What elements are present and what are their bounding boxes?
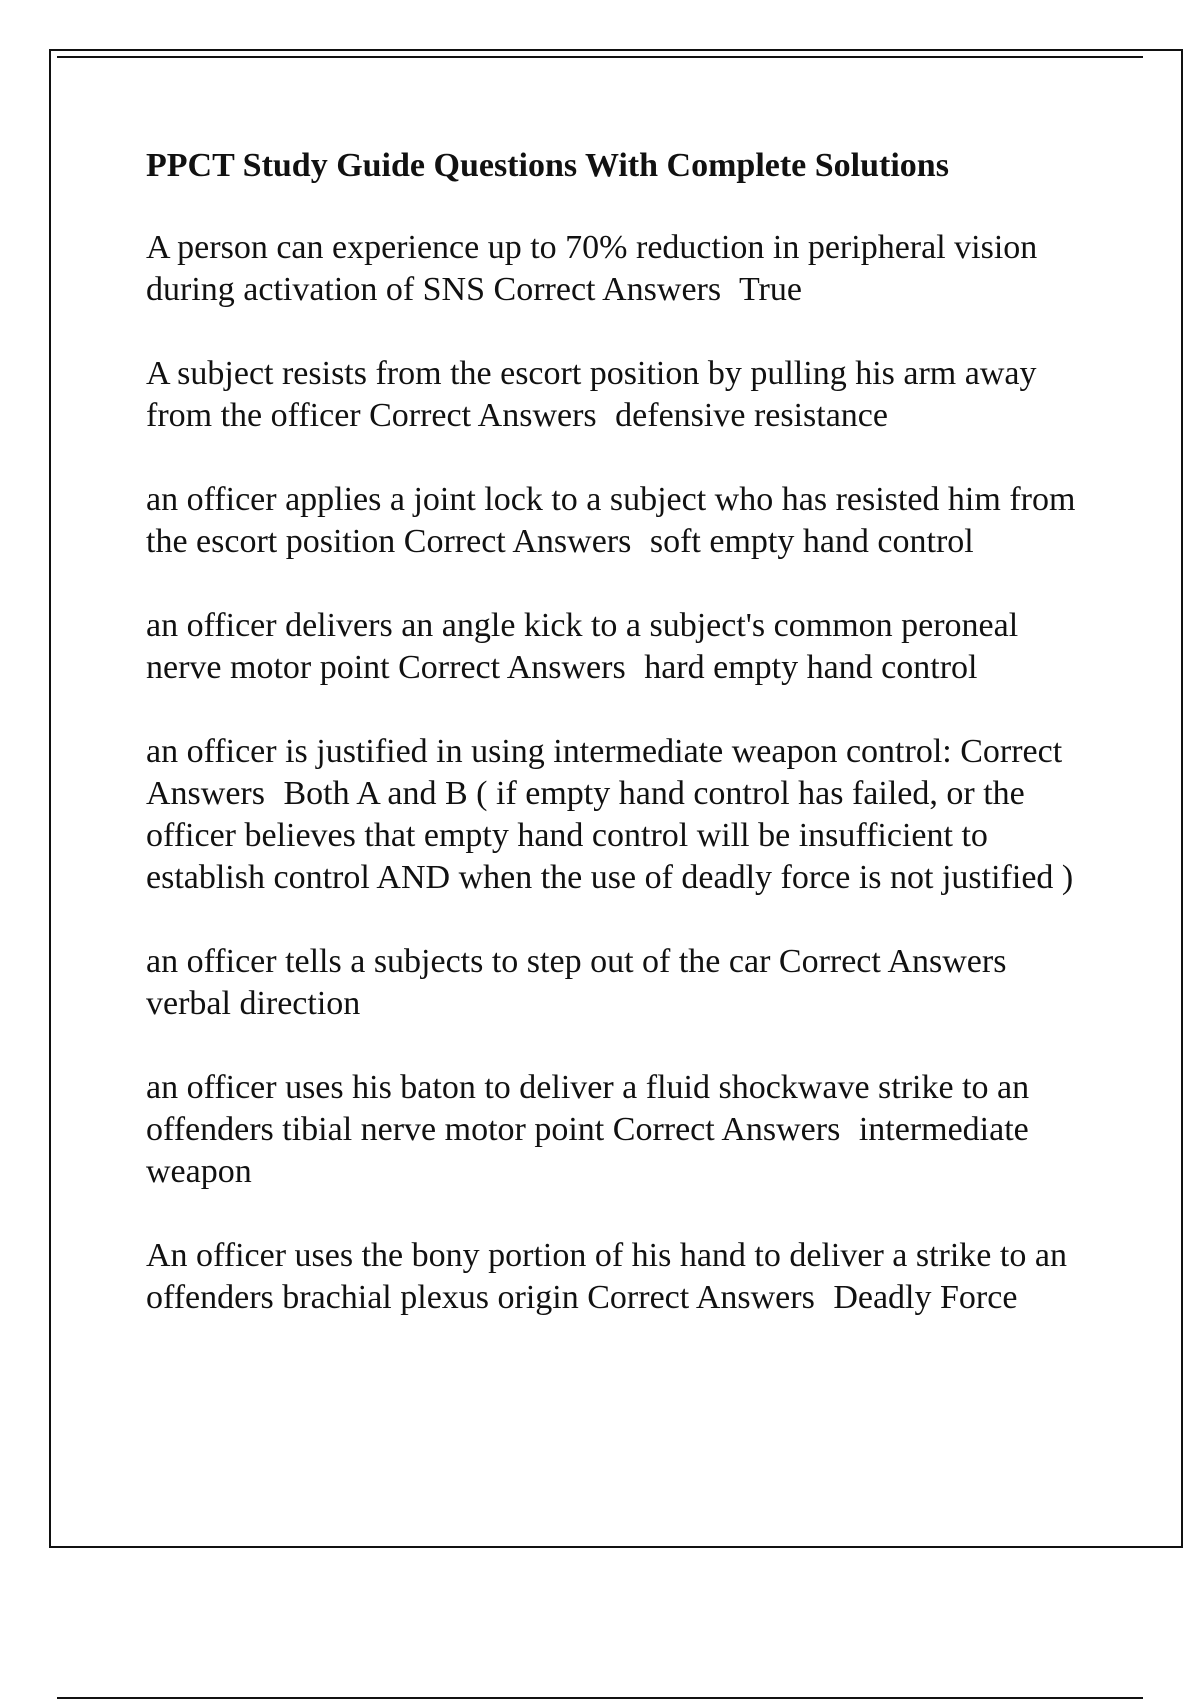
answer-text: Both A and B ( if empty hand control has failed, or the officer believes that empty hand control will be insufficient to establish control AND when the use of deadly force is not justified ) bbox=[146, 775, 1074, 896]
document-title: PPCT Study Guide Questions With Complete Solutions bbox=[146, 147, 949, 184]
qa-item bbox=[146, 605, 1096, 689]
bottom-horizontal-rule bbox=[57, 1697, 1143, 1699]
answer-text: True bbox=[738, 271, 802, 308]
answer-label: Correct Answers bbox=[493, 271, 722, 308]
qa-item bbox=[146, 227, 1096, 311]
qa-item bbox=[146, 731, 1096, 899]
answer-text: hard empty hand control bbox=[644, 649, 978, 686]
answer-label: Correct Answers bbox=[398, 649, 626, 686]
question-text: an officer delivers an angle kick to a subject's common peroneal nerve motor point bbox=[146, 607, 1019, 686]
answer-label: Correct Answers bbox=[369, 397, 597, 434]
question-text: an officer tells a subjects to step out of the car bbox=[146, 943, 771, 980]
top-horizontal-rule bbox=[57, 56, 1143, 58]
question-text: an officer is justified in using intermediate weapon control: bbox=[146, 733, 952, 770]
qa-item bbox=[146, 353, 1096, 437]
document-body bbox=[146, 145, 1096, 1361]
answer-text: soft empty hand control bbox=[649, 523, 974, 560]
answer-text: defensive resistance bbox=[615, 397, 888, 434]
qa-item bbox=[146, 479, 1096, 563]
question-text: A person can experience up to 70% reduction in peripheral vision during activation of SNS bbox=[146, 229, 1038, 308]
answer-label: Correct Answers bbox=[403, 523, 632, 560]
qa-item bbox=[146, 1235, 1096, 1319]
answer-text: intermediate weapon bbox=[146, 1111, 1029, 1190]
answer-text: Deadly Force bbox=[833, 1279, 1018, 1316]
question-text: an officer applies a joint lock to a subject who has resisted him from the escort position bbox=[146, 481, 1076, 560]
question-text: A subject resists from the escort position by pulling his arm away from the officer bbox=[146, 355, 1037, 434]
answer-label: Correct Answers bbox=[587, 1279, 815, 1316]
answer-label: Correct Answers bbox=[146, 733, 1063, 812]
question-text: An officer uses the bony portion of his hand to deliver a strike to an offenders brachial plexus origin bbox=[146, 1237, 1067, 1316]
qa-item bbox=[146, 941, 1096, 1025]
question-text: an officer uses his baton to deliver a fluid shockwave strike to an offenders tibial nerve motor point bbox=[146, 1069, 1030, 1148]
answer-label: Correct Answers bbox=[778, 943, 1007, 980]
qa-item bbox=[146, 1067, 1096, 1193]
answer-label: Correct Answers bbox=[612, 1111, 841, 1148]
answer-text: verbal direction bbox=[146, 985, 361, 1022]
